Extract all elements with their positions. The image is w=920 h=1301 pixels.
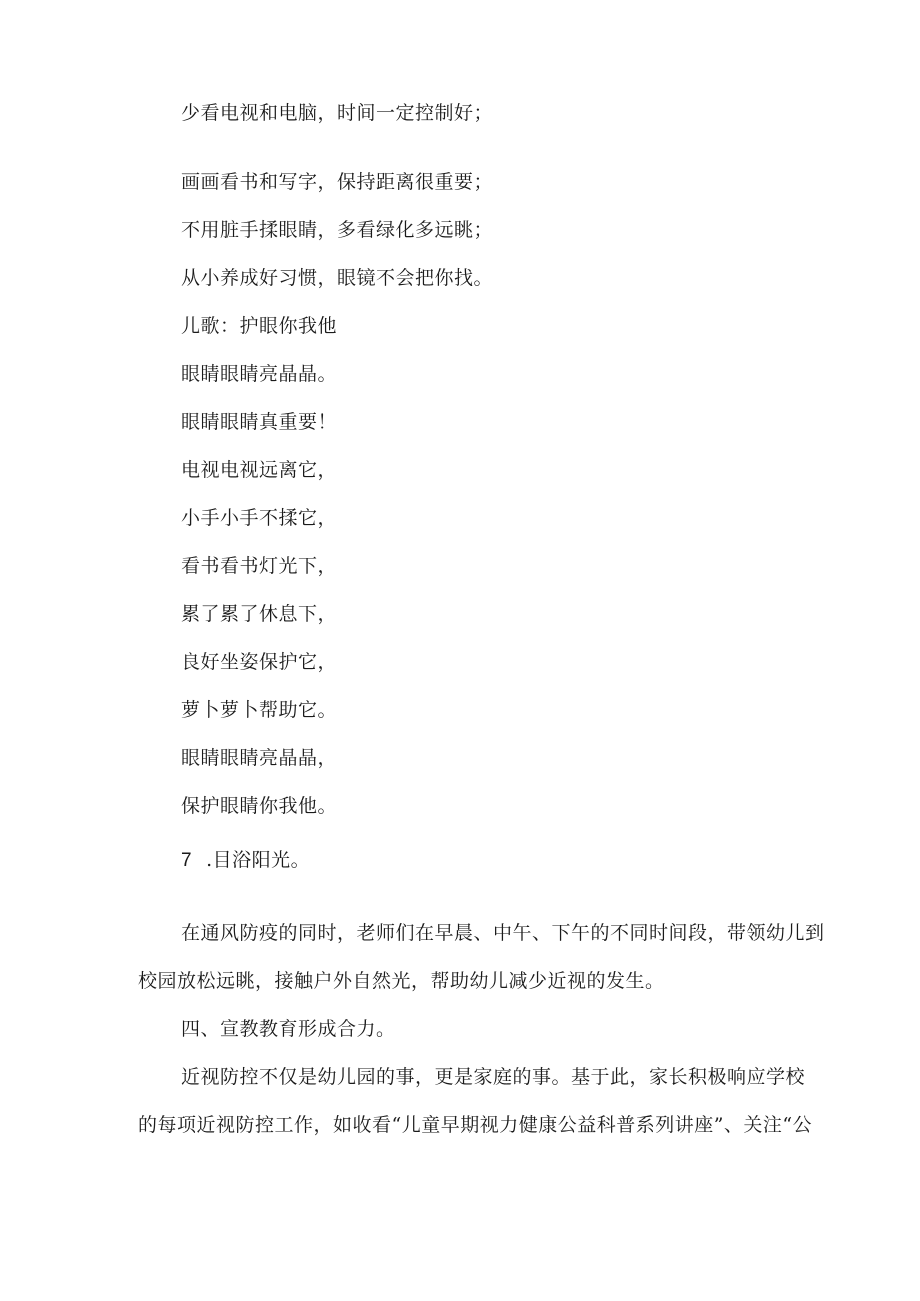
section-heading: 四、宣教教育形成合力。 <box>181 1018 396 1040</box>
song-line: 保护眼睛你我他。 <box>181 795 338 817</box>
song-line: 看书看书灯光下， <box>181 555 338 577</box>
song-line: 电视电视远离它， <box>181 459 338 481</box>
paragraph-line: 在通风防疫的同时，老师们在早晨、中午、下午的不同时间段，带领幼儿到 <box>181 922 825 944</box>
section-title: .目浴阳光。 <box>206 849 311 871</box>
section-heading <box>181 848 310 873</box>
poem-line: 从小养成好习惯，眼镜不会把你找。 <box>181 267 494 289</box>
paragraph-line: 校园放松远眺，接触户外自然光，帮助幼儿减少近视的发生。 <box>138 970 665 992</box>
song-line: 萝卜萝卜帮助它。 <box>181 699 338 721</box>
section-number: 7 <box>181 850 193 871</box>
song-line: 小手小手不揉它， <box>181 507 338 529</box>
song-line: 眼睛眼睛真重要！ <box>181 411 338 433</box>
paragraph-line: 的每项近视防控工作，如收看“儿童早期视力健康公益科普系列讲座”、关注“公 <box>138 1114 813 1136</box>
song-line: 良好坐姿保护它， <box>181 651 338 673</box>
paragraph-line: 近视防控不仅是幼儿园的事，更是家庭的事。基于此，家长积极响应学校 <box>181 1066 806 1088</box>
poem-line: 画画看书和写字，保持距离很重要； <box>181 171 494 193</box>
poem-line: 不用脏手揉眼睛，多看绿化多远眺； <box>181 219 494 241</box>
poem-line: 少看电视和电脑，时间一定控制好； <box>181 102 494 124</box>
song-title: 儿歌：护眼你我他 <box>181 315 338 337</box>
song-line: 眼睛眼睛亮晶晶。 <box>181 363 338 385</box>
song-line: 眼睛眼睛亮晶晶， <box>181 747 338 769</box>
song-line: 累了累了休息下， <box>181 603 338 625</box>
